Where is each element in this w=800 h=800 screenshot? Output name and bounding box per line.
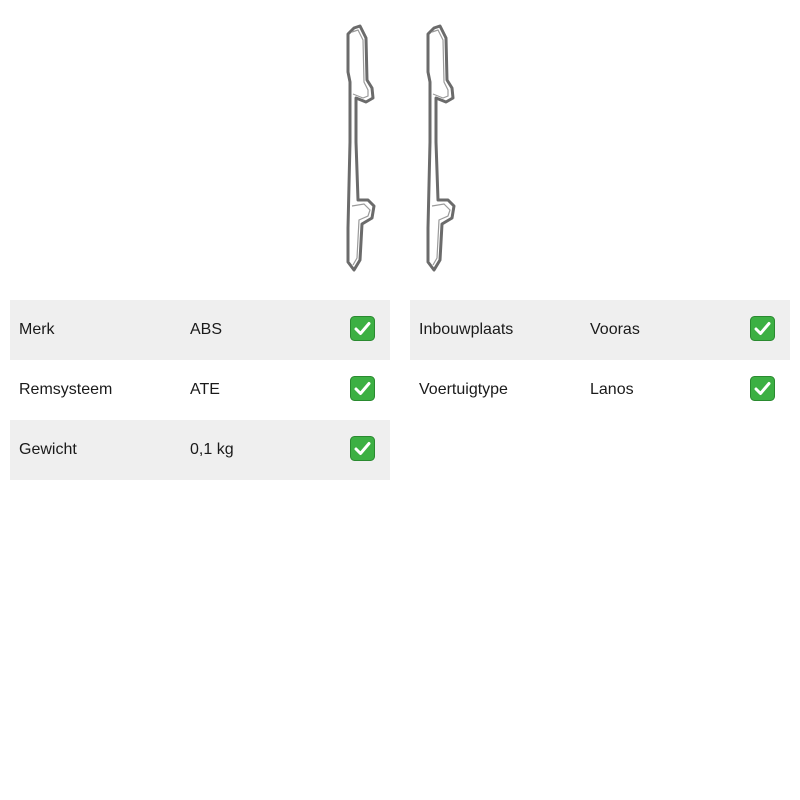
spec-label: Inbouwplaats (419, 321, 514, 338)
spec-label: Voertuigtype (419, 381, 508, 398)
spec-value: Lanos (590, 381, 634, 398)
check-icon (350, 436, 375, 461)
check-icon (750, 376, 775, 401)
right-clip (428, 26, 454, 270)
check-icon (750, 316, 775, 341)
spec-value: 0,1 kg (190, 441, 234, 458)
spec-row-merk (10, 300, 390, 360)
spec-label: Gewicht (19, 441, 77, 458)
spec-table-left (10, 300, 390, 480)
spec-value: ATE (190, 381, 220, 398)
check-icon (350, 316, 375, 341)
spec-value: ABS (190, 321, 223, 338)
spec-row-inbouwplaats (410, 300, 790, 360)
brake-pad-spring-clips-image (330, 22, 470, 282)
check-icon (350, 376, 375, 401)
left-clip (348, 26, 374, 270)
spec-label: Remsysteem (19, 381, 113, 398)
spec-value: Vooras (590, 321, 640, 338)
spec-row-voertuigtype (410, 360, 790, 420)
spec-row-remsysteem (10, 360, 390, 420)
spec-label: Merk (19, 321, 55, 338)
spec-table-right (410, 300, 790, 420)
spec-row-gewicht (10, 420, 390, 480)
